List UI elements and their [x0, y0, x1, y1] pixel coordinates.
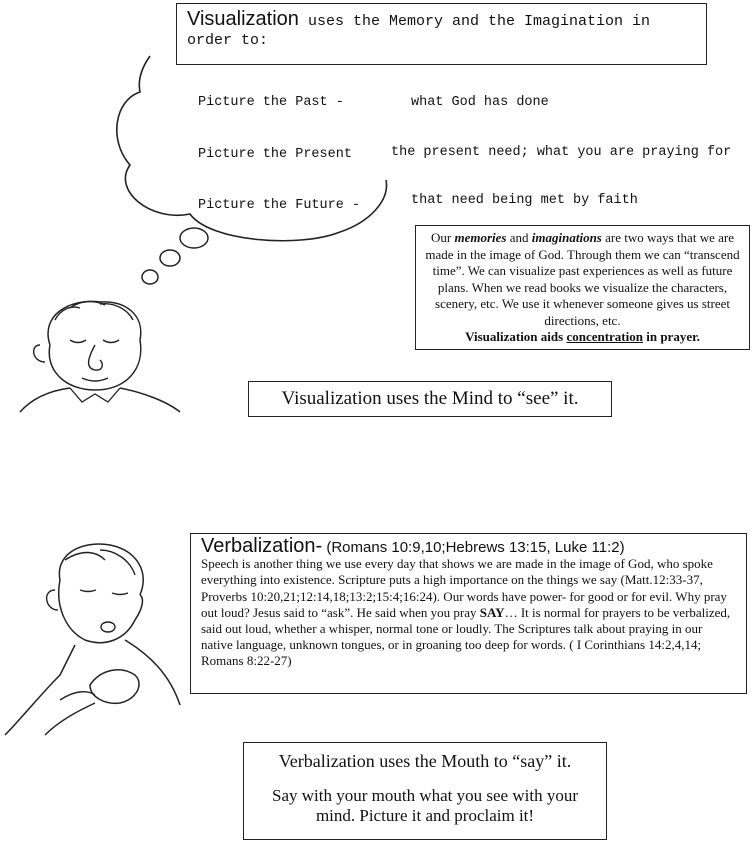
concentration-text-b: in prayer.	[642, 329, 700, 344]
bubble-circle-medium	[160, 250, 180, 266]
verbalization-caption-box	[243, 742, 607, 840]
thinking-man-illustration	[0, 290, 200, 415]
picture-future-meaning: that need being met by faith	[411, 193, 638, 208]
verbalization-body-b: … It is normal for prayers to be verbalized, said out loud, whether a whisper, normal tone or loudly. The Scriptures talk about praying in our native language, unknown tongues, or in groaning too deep for words. ( I Corinthians 14:2,4,14; Romans 8:22-27)	[201, 604, 731, 669]
picture-future-label: Picture the Future -	[198, 198, 361, 213]
visualization-term: Visualization	[187, 8, 299, 30]
visualization-caption: Visualization uses the Mind to “see” it.	[248, 381, 612, 417]
verbalization-caption-line2: Say with your mouth what you see with your mind. Picture it and proclaim it!	[272, 786, 578, 825]
memories-text-1: Our	[431, 230, 455, 245]
bubble-circle-large	[180, 228, 208, 248]
picture-past-meaning: what God has done	[411, 95, 549, 110]
imaginations-word: imaginations	[531, 230, 602, 245]
memories-text-3: are two ways that we are made in the image of God. Through them we can “transcend time”. We can visualize past experiences as well as future plans. When we read books we visualize the characters, scenery, etc. We use it whenever someone gives us street directions, etc.	[425, 230, 740, 328]
praying-man-illustration	[0, 535, 190, 750]
verbalization-refs: (Romans 10:9,10;Hebrews 13:15, Luke 11:2)	[322, 539, 625, 556]
visualization-description: uses the Memory and the Imagination in order to:	[187, 13, 650, 49]
verbalization-body	[201, 556, 736, 669]
say-word: SAY	[479, 604, 505, 620]
picture-present-meaning: the present need; what you are praying for	[391, 145, 732, 160]
verbalization-box	[190, 533, 747, 694]
verbalization-body-a: Speech is another thing we use every day that shows we are made in the image of God, who spoke everything into existence. Scripture puts a high importance on the things we say (Matt.12:33-37, Proverbs 10:20,21;12:14,18;13:2;15:4;16:24). Our words have power- for good or for evil. Why pray out loud? Jesus said to “ask”. He said when you pray	[201, 556, 727, 620]
concentration-word: concentration	[566, 329, 643, 344]
picture-past-label: Picture the Past -	[198, 95, 344, 110]
verbalization-heading	[201, 535, 736, 557]
memories-text-2: and	[506, 230, 532, 245]
concentration-text-a: Visualization aids	[465, 329, 567, 344]
memories-imaginations-box	[415, 225, 750, 350]
verbalization-caption-line1: Verbalization uses the Mouth to “say” it.	[278, 751, 572, 771]
memories-word: memories	[454, 230, 507, 245]
picture-present-label: Picture the Present	[198, 147, 352, 162]
verbalization-term: Verbalization-	[201, 535, 323, 557]
bubble-circle-small	[142, 270, 158, 284]
